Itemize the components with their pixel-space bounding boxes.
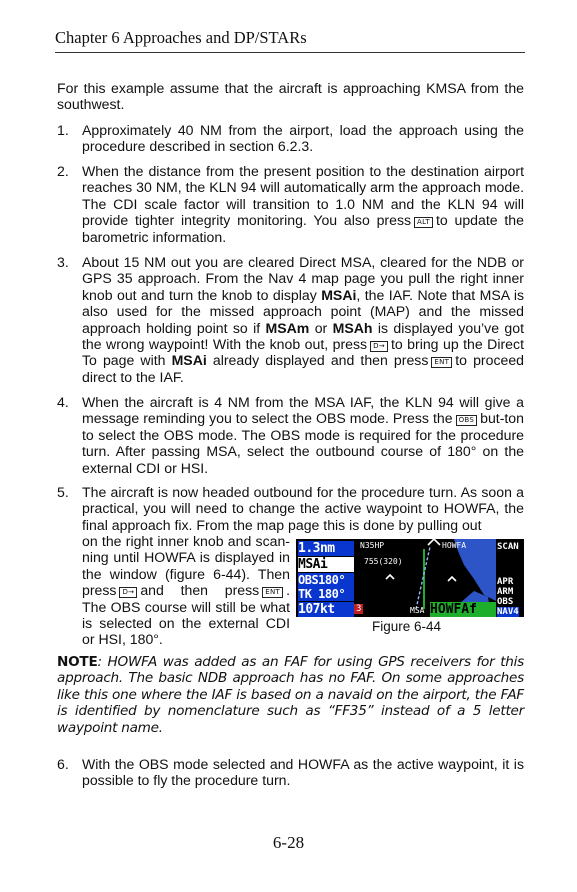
item-5-t3: and then press bbox=[140, 582, 260, 599]
kln94-map-screen bbox=[296, 539, 524, 617]
map-elevation-label: 755(320) bbox=[364, 557, 403, 566]
obs-mode-label: OBS bbox=[497, 597, 514, 607]
obs-readout: OBS180° bbox=[298, 573, 354, 587]
header-rule bbox=[55, 52, 525, 53]
item-3-number: 3. bbox=[57, 254, 69, 270]
item-1-number: 1. bbox=[57, 122, 69, 138]
intro-paragraph: For this example assume that the aircraft is approaching KMSA from the southwest. bbox=[57, 80, 524, 113]
alt-key-icon: ALT bbox=[414, 217, 433, 228]
note-label: NOTE bbox=[57, 654, 98, 670]
scan-label: SCAN bbox=[497, 542, 519, 552]
item-3-t4: is displayed you’ve got the wrong waypoint! With the knob out, press bbox=[82, 319, 525, 353]
item-4-text bbox=[82, 394, 524, 476]
page-number: 6-28 bbox=[272, 833, 305, 852]
speed-readout: 107kt bbox=[298, 602, 354, 617]
moving-map bbox=[356, 539, 496, 617]
map-top-label: N35HP bbox=[360, 541, 385, 550]
item-5-t2: on the right inner knob and scan-ning until HOWFA is displayed in the window (figure 6-44). Then press bbox=[82, 533, 290, 599]
item-5-text: The aircraft is now headed outbound for the procedure turn. As soon a practical, you will need to change the active waypoint to HOWFA, the final approach fix. From the map page this is done by pulling out bbox=[82, 484, 524, 533]
terrain-arrow-icon bbox=[386, 575, 394, 579]
distance-readout: 1.3nm bbox=[298, 541, 354, 556]
map-top-label-2: HOWFA bbox=[442, 541, 467, 550]
note-paragraph bbox=[57, 654, 524, 736]
item-3-b2: MSAm bbox=[265, 319, 310, 336]
active-waypoint: HOWFAf bbox=[430, 602, 496, 617]
item-4-t2: but-ton to select the OBS mode. The OBS mode is required for the procedure turn. After passing MSA, select the outbound course of 180° on the external CDI or HSI. bbox=[82, 410, 524, 476]
item-4-number: 4. bbox=[57, 394, 69, 410]
item-6-number: 6. bbox=[57, 756, 69, 772]
direct-to-key-icon: D→ bbox=[370, 341, 388, 352]
item-5-number: 5. bbox=[57, 484, 69, 500]
map-bottom-label: MSA bbox=[410, 606, 425, 615]
item-3-b4: MSAi bbox=[171, 352, 207, 369]
item-3-b1: MSAi bbox=[321, 286, 357, 303]
item-3-t7: to proceed direct to the IAF. bbox=[82, 352, 525, 385]
nav4-label: NAV4 bbox=[497, 607, 519, 617]
track-readout: TK 180° bbox=[298, 587, 354, 601]
apr-label: APR bbox=[497, 577, 514, 587]
item-3-t2: , the IAF. Note that MSA is also used for the missed approach point (MAP) and the missed approach holding point so if bbox=[82, 286, 525, 336]
enter-key-icon: ENT bbox=[431, 357, 452, 368]
item-5-t4: . The OBS course will still be what is selected on the external CDI or HSI, 180°. bbox=[82, 582, 290, 648]
direct-to-key-icon: D→ bbox=[119, 587, 137, 598]
item-5-text-wrap bbox=[82, 533, 290, 648]
item-2-text-b: to update the barometric information. bbox=[82, 212, 524, 245]
note-text: : HOWFA was added as an FAF for using GPS receivers for this approach. The basic NDB approach has no FAF. On some approaches like this one where the IAF is based on a navaid on the airport, the FAF is identified by nomenclature such as “FF35” instead of a 5 letter waypoint name. bbox=[57, 654, 524, 736]
aircraft-icon bbox=[428, 539, 440, 545]
chapter-header: Chapter 6 Approaches and DP/STARs bbox=[55, 28, 307, 47]
obs-key-icon: OBS bbox=[456, 415, 478, 426]
right-panel bbox=[496, 539, 524, 617]
waypoint-readout: MSAi bbox=[298, 557, 354, 572]
item-3-b3: MSAh bbox=[332, 319, 373, 336]
item-3-t1: About 15 NM out you are cleared Direct MSA, cleared for the NDB or GPS 35 approach. From the Nav 4 map page you pull the right inner knob out and turn the knob to display bbox=[82, 254, 524, 303]
item-3-t3: or bbox=[314, 319, 328, 336]
item-3-t6: already displayed and then press bbox=[212, 352, 429, 369]
page-number-badge: 3 bbox=[356, 604, 362, 614]
left-panel bbox=[296, 539, 356, 617]
item-3-t5: to bring up the Direct To page with bbox=[82, 336, 524, 369]
item-4-t1: When the aircraft is 4 NM from the MSA IAF, the KLN 94 will give a message reminding you to select the OBS mode. Press the bbox=[82, 394, 524, 427]
item-2-text-a: When the distance from the present position to the destination airport reaches 30 NM, the KLN 94 will automatically arm the approach mode. The CDI scale factor will transition to 1.0 NM and the KLN 94 will provide tighter integrity monitoring. You also press bbox=[82, 163, 524, 229]
item-2-text bbox=[82, 163, 524, 245]
enter-key-icon: ENT bbox=[262, 587, 283, 598]
item-2-number: 2. bbox=[57, 163, 69, 179]
arm-label: ARM bbox=[497, 587, 514, 597]
item-3-text bbox=[82, 254, 524, 385]
item-1-text: Approximately 40 NM from the airport, load the approach using the procedure described in section 6.2.3. bbox=[82, 122, 524, 155]
item-6-text: With the OBS mode selected and HOWFA as the active waypoint, it is possible to fly the procedure turn. bbox=[82, 756, 524, 789]
figure-caption: Figure 6-44 bbox=[372, 619, 442, 634]
terrain-arrow-icon bbox=[448, 577, 456, 581]
